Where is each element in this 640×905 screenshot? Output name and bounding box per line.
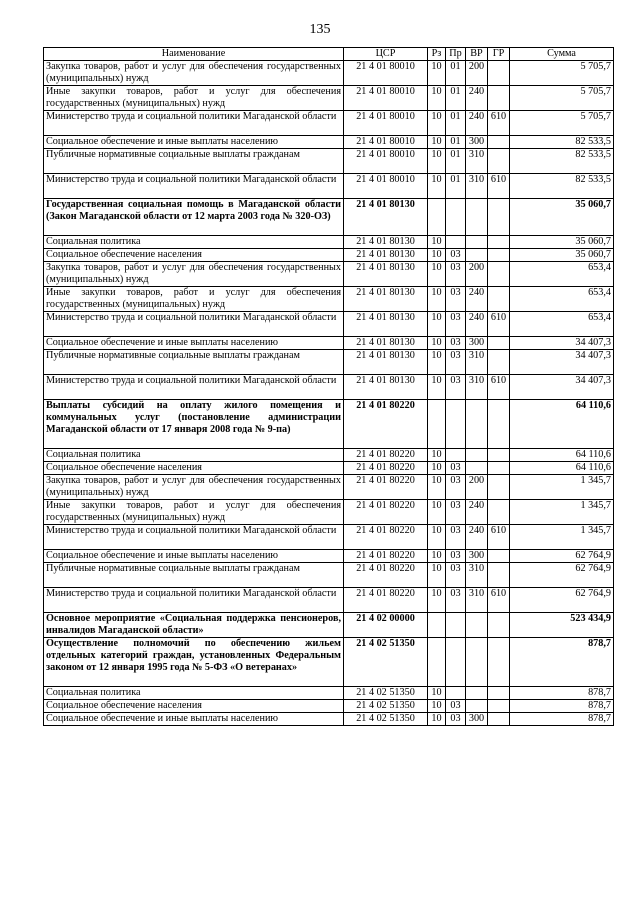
table-row <box>44 525 614 550</box>
cell-vr <box>466 400 488 449</box>
cell-vr: 310 <box>466 563 488 588</box>
cell-vr: 240 <box>466 86 488 111</box>
cell-pr <box>446 199 466 236</box>
cell-sum: 64 110,6 <box>510 449 614 462</box>
cell-csr: 21 4 01 80010 <box>344 174 428 199</box>
cell-rz: 10 <box>428 337 446 350</box>
cell-sum: 1 345,7 <box>510 475 614 500</box>
cell-sum: 62 764,9 <box>510 563 614 588</box>
cell-rz: 10 <box>428 287 446 312</box>
cell-gr <box>488 475 510 500</box>
cell-rz: 10 <box>428 687 446 700</box>
cell-sum: 653,4 <box>510 262 614 287</box>
cell-rz: 10 <box>428 563 446 588</box>
cell-rz <box>428 613 446 638</box>
cell-sum: 34 407,3 <box>510 350 614 375</box>
header-sum: Сумма <box>510 48 614 61</box>
table-row <box>44 375 614 400</box>
cell-gr: 610 <box>488 525 510 550</box>
table-row <box>44 86 614 111</box>
cell-sum: 5 705,7 <box>510 61 614 86</box>
cell-csr: 21 4 01 80220 <box>344 563 428 588</box>
cell-gr <box>488 400 510 449</box>
cell-gr <box>488 613 510 638</box>
cell-gr <box>488 500 510 525</box>
cell-pr: 03 <box>446 563 466 588</box>
cell-vr: 240 <box>466 525 488 550</box>
cell-vr <box>466 700 488 713</box>
table-row <box>44 550 614 563</box>
cell-rz: 10 <box>428 312 446 337</box>
table-row <box>44 236 614 249</box>
cell-gr <box>488 550 510 563</box>
cell-sum: 62 764,9 <box>510 550 614 563</box>
cell-name: Социальное обеспечение и иные выплаты населению <box>44 713 344 726</box>
cell-rz <box>428 400 446 449</box>
cell-rz: 10 <box>428 550 446 563</box>
cell-pr: 01 <box>446 111 466 136</box>
header-gr: ГР <box>488 48 510 61</box>
cell-name: Социальное обеспечение населения <box>44 462 344 475</box>
cell-pr: 03 <box>446 350 466 375</box>
cell-csr: 21 4 01 80220 <box>344 449 428 462</box>
cell-sum: 878,7 <box>510 713 614 726</box>
cell-vr: 300 <box>466 713 488 726</box>
cell-pr: 01 <box>446 149 466 174</box>
cell-pr: 03 <box>446 700 466 713</box>
table-row <box>44 475 614 500</box>
cell-name: Социальное обеспечение и иные выплаты населению <box>44 550 344 563</box>
cell-rz: 10 <box>428 236 446 249</box>
header-pr: Пр <box>446 48 466 61</box>
cell-sum: 82 533,5 <box>510 174 614 199</box>
cell-sum: 82 533,5 <box>510 136 614 149</box>
cell-csr: 21 4 01 80130 <box>344 375 428 400</box>
table-row <box>44 713 614 726</box>
cell-name: Социальное обеспечение и иные выплаты населению <box>44 136 344 149</box>
cell-rz: 10 <box>428 111 446 136</box>
cell-name: Социальное обеспечение населения <box>44 700 344 713</box>
header-vr: ВР <box>466 48 488 61</box>
cell-pr: 01 <box>446 61 466 86</box>
cell-vr: 300 <box>466 337 488 350</box>
table-row <box>44 287 614 312</box>
cell-sum: 35 060,7 <box>510 249 614 262</box>
cell-sum: 1 345,7 <box>510 500 614 525</box>
cell-gr <box>488 199 510 236</box>
cell-vr <box>466 638 488 687</box>
cell-vr: 240 <box>466 111 488 136</box>
cell-csr: 21 4 01 80010 <box>344 86 428 111</box>
cell-name: Публичные нормативные социальные выплаты гражданам <box>44 563 344 588</box>
budget-table <box>43 47 614 726</box>
cell-gr <box>488 350 510 375</box>
cell-vr <box>466 249 488 262</box>
cell-gr <box>488 687 510 700</box>
cell-vr: 310 <box>466 149 488 174</box>
cell-pr: 03 <box>446 500 466 525</box>
cell-sum: 878,7 <box>510 638 614 687</box>
cell-rz: 10 <box>428 700 446 713</box>
cell-vr: 300 <box>466 550 488 563</box>
cell-pr: 03 <box>446 262 466 287</box>
cell-vr <box>466 236 488 249</box>
cell-name: Закупка товаров, работ и услуг для обеспечения государственных (муниципальных) нужд <box>44 262 344 287</box>
cell-name: Социальное обеспечение и иные выплаты населению <box>44 337 344 350</box>
cell-pr: 03 <box>446 475 466 500</box>
cell-gr: 610 <box>488 375 510 400</box>
cell-sum: 82 533,5 <box>510 149 614 174</box>
cell-rz: 10 <box>428 350 446 375</box>
cell-csr: 21 4 01 80130 <box>344 236 428 249</box>
table-row <box>44 400 614 449</box>
cell-sum: 878,7 <box>510 687 614 700</box>
table-row <box>44 687 614 700</box>
cell-gr <box>488 638 510 687</box>
cell-csr: 21 4 01 80220 <box>344 462 428 475</box>
table-row <box>44 613 614 638</box>
table-row <box>44 61 614 86</box>
cell-pr: 01 <box>446 174 466 199</box>
cell-name: Иные закупки товаров, работ и услуг для обеспечения государственных (муниципальных) нужд <box>44 500 344 525</box>
cell-pr: 03 <box>446 249 466 262</box>
cell-vr: 310 <box>466 174 488 199</box>
cell-vr: 200 <box>466 61 488 86</box>
cell-gr <box>488 563 510 588</box>
table-row <box>44 350 614 375</box>
cell-rz: 10 <box>428 61 446 86</box>
cell-vr: 310 <box>466 588 488 613</box>
cell-pr <box>446 638 466 687</box>
cell-csr: 21 4 02 51350 <box>344 700 428 713</box>
cell-csr: 21 4 02 51350 <box>344 713 428 726</box>
cell-gr <box>488 149 510 174</box>
cell-name: Государственная социальная помощь в Магаданской области (Закон Магаданской области от 12 марта 2003 года № 320-ОЗ) <box>44 199 344 236</box>
cell-rz: 10 <box>428 149 446 174</box>
cell-gr <box>488 287 510 312</box>
cell-name: Закупка товаров, работ и услуг для обеспечения государственных (муниципальных) нужд <box>44 475 344 500</box>
cell-name: Иные закупки товаров, работ и услуг для обеспечения государственных (муниципальных) нужд <box>44 86 344 111</box>
cell-pr: 03 <box>446 550 466 563</box>
table-row <box>44 136 614 149</box>
cell-vr: 240 <box>466 287 488 312</box>
cell-csr: 21 4 01 80010 <box>344 149 428 174</box>
cell-name: Министерство труда и социальной политики Магаданской области <box>44 312 344 337</box>
cell-pr: 03 <box>446 588 466 613</box>
cell-sum: 1 345,7 <box>510 525 614 550</box>
cell-name: Министерство труда и социальной политики Магаданской области <box>44 588 344 613</box>
cell-csr: 21 4 01 80220 <box>344 550 428 563</box>
cell-name: Иные закупки товаров, работ и услуг для обеспечения государственных (муниципальных) нужд <box>44 287 344 312</box>
cell-sum: 35 060,7 <box>510 199 614 236</box>
table-row <box>44 174 614 199</box>
cell-name: Публичные нормативные социальные выплаты гражданам <box>44 149 344 174</box>
cell-sum: 653,4 <box>510 312 614 337</box>
header-csr: ЦСР <box>344 48 428 61</box>
cell-csr: 21 4 01 80130 <box>344 312 428 337</box>
cell-sum: 64 110,6 <box>510 462 614 475</box>
cell-gr <box>488 462 510 475</box>
cell-rz: 10 <box>428 136 446 149</box>
cell-rz: 10 <box>428 462 446 475</box>
table-row <box>44 337 614 350</box>
cell-sum: 523 434,9 <box>510 613 614 638</box>
cell-name: Основное мероприятие «Социальная поддержка пенсионеров, инвалидов Магаданской области» <box>44 613 344 638</box>
cell-vr <box>466 199 488 236</box>
cell-rz: 10 <box>428 86 446 111</box>
cell-csr: 21 4 02 51350 <box>344 687 428 700</box>
cell-csr: 21 4 01 80220 <box>344 400 428 449</box>
cell-pr: 03 <box>446 312 466 337</box>
cell-rz: 10 <box>428 262 446 287</box>
cell-name: Социальная политика <box>44 449 344 462</box>
cell-vr <box>466 449 488 462</box>
cell-name: Публичные нормативные социальные выплаты гражданам <box>44 350 344 375</box>
cell-gr <box>488 713 510 726</box>
cell-rz: 10 <box>428 375 446 400</box>
table-row <box>44 262 614 287</box>
cell-pr <box>446 236 466 249</box>
cell-sum: 35 060,7 <box>510 236 614 249</box>
header-name: Наименование <box>44 48 344 61</box>
cell-pr: 03 <box>446 287 466 312</box>
table-row <box>44 149 614 174</box>
cell-csr: 21 4 01 80220 <box>344 475 428 500</box>
cell-csr: 21 4 01 80130 <box>344 199 428 236</box>
cell-pr <box>446 400 466 449</box>
cell-gr <box>488 249 510 262</box>
cell-name: Министерство труда и социальной политики Магаданской области <box>44 375 344 400</box>
cell-csr: 21 4 01 80130 <box>344 262 428 287</box>
cell-name: Министерство труда и социальной политики Магаданской области <box>44 111 344 136</box>
cell-sum: 64 110,6 <box>510 400 614 449</box>
cell-vr <box>466 687 488 700</box>
table-row <box>44 563 614 588</box>
cell-pr: 01 <box>446 86 466 111</box>
cell-pr <box>446 687 466 700</box>
cell-gr <box>488 337 510 350</box>
cell-vr: 310 <box>466 350 488 375</box>
cell-csr: 21 4 02 51350 <box>344 638 428 687</box>
cell-vr: 300 <box>466 136 488 149</box>
cell-gr <box>488 262 510 287</box>
cell-name: Министерство труда и социальной политики Магаданской области <box>44 174 344 199</box>
cell-csr: 21 4 01 80220 <box>344 588 428 613</box>
table-row <box>44 462 614 475</box>
cell-rz: 10 <box>428 475 446 500</box>
cell-sum: 34 407,3 <box>510 337 614 350</box>
cell-rz: 10 <box>428 449 446 462</box>
cell-gr <box>488 236 510 249</box>
table-row <box>44 588 614 613</box>
cell-sum: 62 764,9 <box>510 588 614 613</box>
table-row <box>44 449 614 462</box>
cell-sum: 34 407,3 <box>510 375 614 400</box>
cell-pr: 01 <box>446 136 466 149</box>
cell-vr <box>466 613 488 638</box>
header-rz: Рз <box>428 48 446 61</box>
cell-csr: 21 4 01 80220 <box>344 525 428 550</box>
cell-csr: 21 4 01 80130 <box>344 350 428 375</box>
cell-vr: 200 <box>466 475 488 500</box>
cell-csr: 21 4 01 80130 <box>344 287 428 312</box>
table-header-row <box>44 48 614 61</box>
cell-vr: 200 <box>466 262 488 287</box>
cell-pr: 03 <box>446 337 466 350</box>
cell-csr: 21 4 01 80130 <box>344 249 428 262</box>
table-row <box>44 249 614 262</box>
cell-vr <box>466 462 488 475</box>
cell-gr <box>488 136 510 149</box>
table-row <box>44 700 614 713</box>
table-body <box>44 61 614 726</box>
table-row <box>44 111 614 136</box>
cell-csr: 21 4 02 00000 <box>344 613 428 638</box>
cell-rz: 10 <box>428 249 446 262</box>
cell-pr <box>446 613 466 638</box>
cell-csr: 21 4 01 80010 <box>344 61 428 86</box>
cell-gr: 610 <box>488 111 510 136</box>
cell-rz: 10 <box>428 713 446 726</box>
cell-name: Осуществление полномочий по обеспечению жильем отдельных категорий граждан, установленных Федеральным законом от 12 января 1995 года № 5-ФЗ «О ветеранах» <box>44 638 344 687</box>
cell-gr <box>488 61 510 86</box>
cell-name: Закупка товаров, работ и услуг для обеспечения государственных (муниципальных) нужд <box>44 61 344 86</box>
cell-csr: 21 4 01 80010 <box>344 136 428 149</box>
cell-name: Министерство труда и социальной политики Магаданской области <box>44 525 344 550</box>
cell-rz <box>428 638 446 687</box>
cell-csr: 21 4 01 80220 <box>344 500 428 525</box>
cell-rz: 10 <box>428 174 446 199</box>
cell-rz: 10 <box>428 525 446 550</box>
cell-sum: 878,7 <box>510 700 614 713</box>
cell-rz <box>428 199 446 236</box>
cell-pr: 03 <box>446 462 466 475</box>
cell-gr: 610 <box>488 312 510 337</box>
cell-pr <box>446 449 466 462</box>
cell-gr: 610 <box>488 174 510 199</box>
cell-gr: 610 <box>488 588 510 613</box>
cell-csr: 21 4 01 80010 <box>344 111 428 136</box>
cell-gr <box>488 86 510 111</box>
cell-pr: 03 <box>446 375 466 400</box>
cell-gr <box>488 700 510 713</box>
cell-csr: 21 4 01 80130 <box>344 337 428 350</box>
cell-name: Социальное обеспечение населения <box>44 249 344 262</box>
cell-vr: 310 <box>466 375 488 400</box>
cell-vr: 240 <box>466 312 488 337</box>
cell-name: Выплаты субсидий на оплату жилого помещения и коммунальных услуг (постановление администрации Магаданской области от 17 января 2008 года № 9-па) <box>44 400 344 449</box>
cell-rz: 10 <box>428 500 446 525</box>
cell-vr: 240 <box>466 500 488 525</box>
cell-sum: 653,4 <box>510 287 614 312</box>
table-row <box>44 500 614 525</box>
cell-gr <box>488 449 510 462</box>
cell-rz: 10 <box>428 588 446 613</box>
cell-pr: 03 <box>446 713 466 726</box>
table-row <box>44 199 614 236</box>
cell-name: Социальная политика <box>44 236 344 249</box>
page-number: 135 <box>309 22 331 37</box>
table-row <box>44 312 614 337</box>
cell-sum: 5 705,7 <box>510 86 614 111</box>
cell-name: Социальная политика <box>44 687 344 700</box>
table-row <box>44 638 614 687</box>
cell-pr: 03 <box>446 525 466 550</box>
cell-sum: 5 705,7 <box>510 111 614 136</box>
